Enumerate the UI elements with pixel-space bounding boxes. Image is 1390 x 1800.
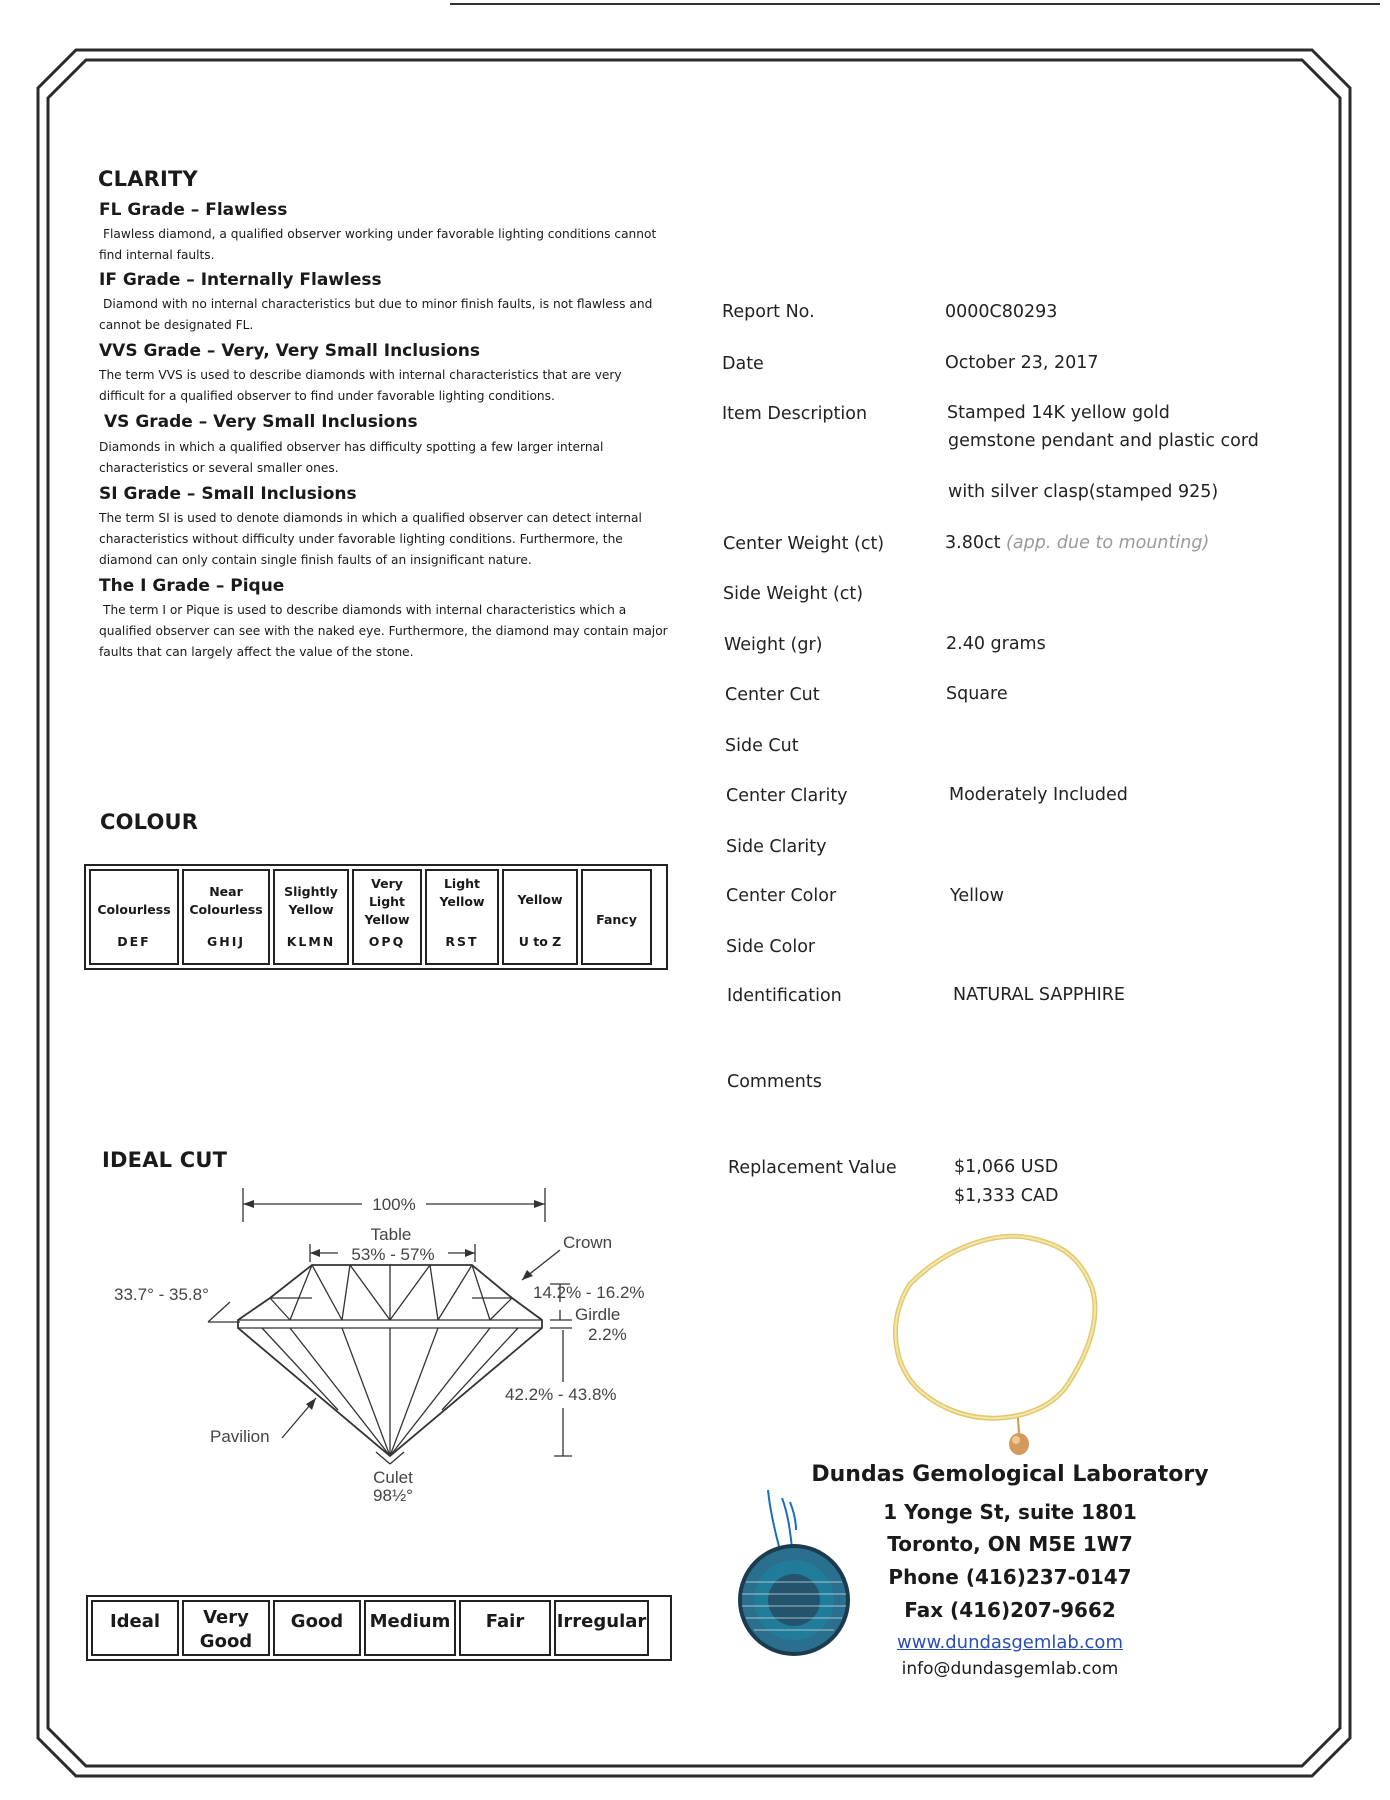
center-color-label: Center Color: [726, 886, 837, 906]
culet-label: Culet: [373, 1468, 413, 1487]
diamond-proportions-diagram: [80, 1170, 680, 1510]
colour-cell-name: Fancy: [596, 912, 637, 927]
weight-label: Weight (gr): [724, 635, 823, 655]
colour-cell-letters: U to Z: [518, 934, 562, 949]
table-range-label: 53% - 57%: [351, 1245, 435, 1264]
top-rule: [450, 3, 1380, 5]
center-weight-note: (app. due to mounting): [1006, 533, 1210, 553]
replacement-value-label: Replacement Value: [728, 1158, 897, 1178]
grade-vs-desc: Diamonds in which a qualified observer has difficulty spotting a few larger internal characteristics or several smaller ones.: [99, 440, 604, 475]
colour-cell-letters: RST: [445, 934, 479, 949]
lab-address-line1: 1 Yonge St, suite 1801: [883, 1500, 1137, 1524]
weight-value: 2.40 grams: [946, 634, 1046, 654]
center-clarity-value: Moderately Included: [949, 785, 1128, 805]
colour-cell-very-light-yellow: [352, 869, 422, 965]
grade-if-title: IF Grade – Internally Flawless: [99, 270, 382, 290]
lab-name: Dundas Gemological Laboratory: [811, 1462, 1209, 1487]
item-description-line3: with silver clasp(stamped 925): [948, 482, 1219, 502]
replacement-value-cad: $1,333 CAD: [954, 1186, 1059, 1206]
colour-cell-near-colourless: [182, 869, 270, 965]
colour-cell-colourless: [89, 869, 179, 965]
report-no-value: 0000C80293: [945, 302, 1058, 322]
cut-grade-table: [86, 1595, 672, 1661]
colour-cell-yellow: [502, 869, 578, 965]
side-clarity-label: Side Clarity: [726, 837, 827, 857]
grade-fl-desc: Flawless diamond, a qualified observer working under favorable lighting conditions cannot find internal faults.: [99, 227, 657, 262]
pavilion-depth-label: 42.2% - 43.8%: [505, 1385, 617, 1404]
grade-si-title: SI Grade – Small Inclusions: [99, 484, 357, 504]
item-description-line1: Stamped 14K yellow gold: [947, 403, 1170, 423]
report-no-label: Report No.: [722, 302, 815, 322]
identification-label: Identification: [727, 986, 842, 1006]
center-cut-value: Square: [946, 684, 1008, 704]
lab-email: info@dundasgemlab.com: [901, 1659, 1119, 1679]
colour-cell-name: Very Light Yellow: [364, 876, 410, 927]
culet-angle-label: 98½°: [373, 1486, 413, 1505]
cut-grade-good: Good: [273, 1600, 361, 1656]
colour-cell-fancy: [581, 869, 652, 965]
center-weight-value: [945, 529, 1209, 557]
date-value: October 23, 2017: [945, 353, 1099, 373]
crown-angle-label: 33.7° - 35.8°: [114, 1285, 209, 1304]
cut-grade-very-good: Very Good: [182, 1600, 270, 1656]
colour-cell-letters: DEF: [117, 934, 151, 949]
grade-si-desc: The term SI is used to denote diamonds in which a qualified observer can detect internal characteristics without difficulty under favorable lighting conditions. Furthermore, the diamond can only contain single finish faults of an insignificant nature.: [99, 511, 642, 567]
center-cut-label: Center Cut: [725, 685, 820, 705]
colour-cell-letters: GHIJ: [206, 934, 246, 949]
colour-cell-letters: OPQ: [368, 934, 406, 949]
grade-vs-title: VS Grade – Very Small Inclusions: [104, 412, 418, 432]
grade-i-title: The I Grade – Pique: [99, 576, 285, 596]
center-color-value: Yellow: [950, 886, 1004, 906]
colour-cell-name: Light Yellow: [439, 876, 485, 909]
replacement-value-usd: $1,066 USD: [954, 1157, 1059, 1177]
crown-height-label: 14.2% - 16.2%: [533, 1283, 645, 1302]
lab-fax: Fax (416)207-9662: [904, 1598, 1116, 1622]
cut-grade-medium: Medium: [364, 1600, 456, 1656]
item-description-line2: gemstone pendant and plastic cord: [948, 431, 1259, 451]
identification-value: NATURAL SAPPHIRE: [953, 985, 1125, 1005]
cut-grade-irregular: Irregular: [554, 1600, 649, 1656]
lab-website-link[interactable]: www.dundasgemlab.com: [897, 1632, 1123, 1653]
side-color-label: Side Color: [726, 937, 816, 957]
colour-cell-slightly-yellow: [273, 869, 349, 965]
date-label: Date: [722, 354, 764, 374]
center-clarity-label: Center Clarity: [726, 786, 848, 806]
clarity-title: CLARITY: [98, 167, 198, 191]
grade-if-desc: Diamond with no internal characteristics but due to minor finish faults, is not flawless and cannot be designated FL.: [99, 297, 653, 332]
pavilion-label: Pavilion: [210, 1427, 270, 1446]
hologram-seal-icon: [730, 1490, 860, 1660]
grade-i-desc: The term I or Pique is used to describe diamonds with internal characteristics which a qualified observer can see with the naked eye. Furthermore, the diamond may contain major faults that can largely affect the value of the stone.: [99, 603, 668, 659]
grade-vvs-desc: The term VVS is used to describe diamonds with internal characteristics that are very difficult for a qualified observer to find under favorable lighting conditions.: [99, 368, 622, 403]
crown-label: Crown: [563, 1233, 613, 1252]
girdle-label: Girdle: [575, 1305, 621, 1324]
ideal-cut-title: IDEAL CUT: [102, 1148, 228, 1172]
cut-grade-ideal: Ideal: [91, 1600, 179, 1656]
colour-scale-table: [84, 864, 668, 970]
table-label: Table: [370, 1225, 412, 1244]
side-cut-label: Side Cut: [725, 736, 799, 756]
grade-vvs-title: VVS Grade – Very, Very Small Inclusions: [99, 341, 481, 361]
item-description-label: Item Description: [722, 404, 868, 424]
colour-cell-light-yellow: [425, 869, 499, 965]
pendant-photo: [880, 1226, 1120, 1476]
colour-cell-name: Colourless: [97, 902, 171, 917]
side-weight-label: Side Weight (ct): [723, 584, 864, 604]
cut-grade-fair: Fair: [459, 1600, 551, 1656]
center-weight-label: Center Weight (ct): [723, 534, 885, 554]
colour-cell-name: Near Colourless: [189, 884, 263, 917]
colour-cell-name: Slightly Yellow: [284, 884, 338, 917]
colour-title: COLOUR: [100, 810, 199, 834]
width-label: 100%: [372, 1195, 416, 1214]
colour-cell-letters: KLMN: [286, 934, 336, 949]
lab-phone: Phone (416)237-0147: [888, 1565, 1132, 1589]
center-weight-amount: 3.80ct: [945, 533, 1001, 553]
grade-fl-title: FL Grade – Flawless: [99, 200, 288, 220]
comments-label: Comments: [727, 1072, 822, 1092]
girdle-value-label: 2.2%: [588, 1325, 627, 1344]
colour-cell-name: Yellow: [517, 892, 563, 907]
lab-address-line2: Toronto, ON M5E 1W7: [887, 1532, 1133, 1556]
